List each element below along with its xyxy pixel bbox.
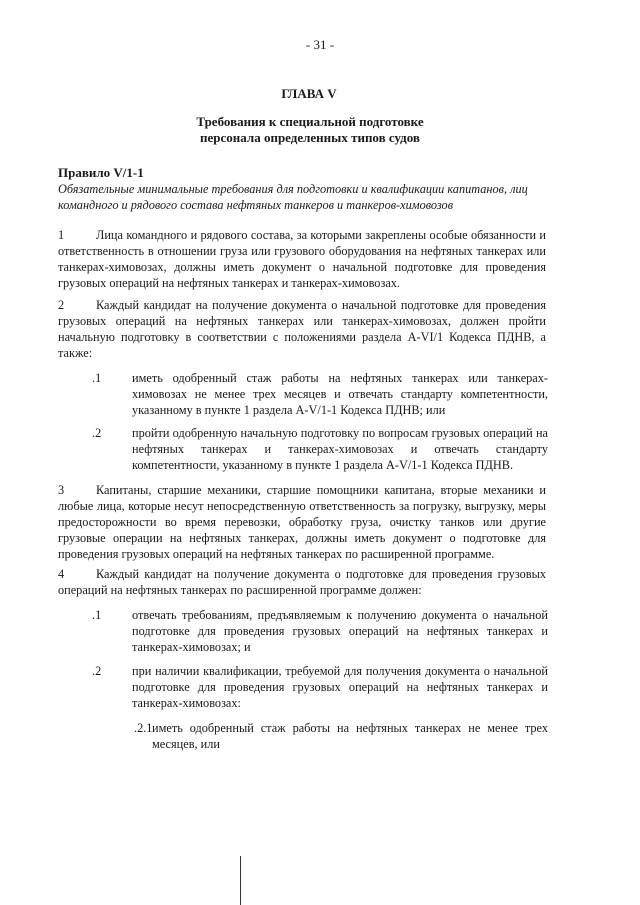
paragraph-text: Каждый кандидат на получение документа о начальной подготовке для проведения грузовых операций на нефтяных танкерах или танкерах-химовозах, должен пройти начальную подготовку в соответствии с положениями раздела A-VI/1 Кодекса ПДНВ, а также: [58,298,546,360]
list-item-text: иметь одобренный стаж работы на нефтяных танкерах или танкерах-химовозах не менее трех месяцев и отвечать стандарту компетентности, указанному в пункте 1 раздела A-V/1-1 Кодекса ПДНВ; или [132,371,548,417]
paragraph-text: Каждый кандидат на получение документа о подготовке для проведения грузовых операций на нефтяных танкерах по расширенной программе должен: [58,567,546,597]
rule-subtitle: Обязательные минимальные требования для подготовки и квалификации капитанов, лиц командного и рядового состава нефтяных танкеров и танкеров-химовозов [58,182,528,212]
paragraph-number: 4 [58,567,65,581]
list-item [58,425,548,473]
paragraph-text: Капитаны, старшие механики, старшие помощники капитана, вторые механики и любые лица, которые несут непосредственную ответственность за погрузку, выгрузку, меры предосторожности во время перевозки, обработку груза, очистку танков или другие грузовые операции на нефтяных танкерах, должны иметь документ о подготовке для проведения грузовых операций на нефтяных танкерах по расширенной программе. [58,483,546,561]
paragraph-4 [58,566,546,598]
paragraph-3 [58,482,546,562]
paragraph-2 [58,297,546,361]
sub-list-item-text: иметь одобренный стаж работы на нефтяных танкерах не менее трех месяцев, или [152,721,548,751]
list-item-number: .1 [92,608,102,622]
page-number: - 31 - [305,37,335,52]
paragraph-number: 1 [58,228,65,242]
rule-title: Правило V/1-1 [58,165,144,180]
list-item [58,370,548,418]
subtitle-line-1: Требования к специальной подготовке [196,114,424,129]
paragraph-number: 2 [58,298,65,312]
list-item-text: при наличии квалификации, требуемой для получения документа о начальной подготовке для проведения грузовых операций на нефтяных танкерах и танкерах-химовозах: [132,664,548,710]
chapter-heading: ГЛАВА V [281,86,337,101]
paragraph-1 [58,227,546,291]
list-item-number: .2 [92,664,102,678]
sub-list-item [58,720,548,752]
list-item-number: .1 [92,371,102,385]
list-item-number: .2 [92,426,102,440]
subtitle-line-2: персонала определенных типов судов [200,130,420,145]
paragraph-number: 3 [58,483,65,497]
list-item-text: пройти одобренную начальную подготовку по вопросам грузовых операций на нефтяных танкерах и танкерах-химовозах и отвечать стандарту компетентности, указанному в пункте 1 раздела A-V/1-1 Кодекса ПДНВ. [132,426,548,472]
list-item-text: отвечать требованиям, предъявляемым к получению документа о начальной подготовке для проведения грузовых операций на нефтяных танкерах и танкерах-химовозах; и [132,608,548,654]
chapter-subtitle [0,114,620,146]
list-item [58,607,548,655]
paragraph-text: Лица командного и рядового состава, за которыми закреплены особые обязанности и ответственность в отношении груза или грузового оборудования на нефтяных танкерах или танкерах-химовозах, должны иметь документ о начальной подготовке для проведения грузовых операций на нефтяных танкерах и танкерах-химовозах. [58,228,546,290]
list-item [58,663,548,711]
scan-margin-line [240,856,241,905]
sub-list-item-number: .2.1 [134,721,153,735]
